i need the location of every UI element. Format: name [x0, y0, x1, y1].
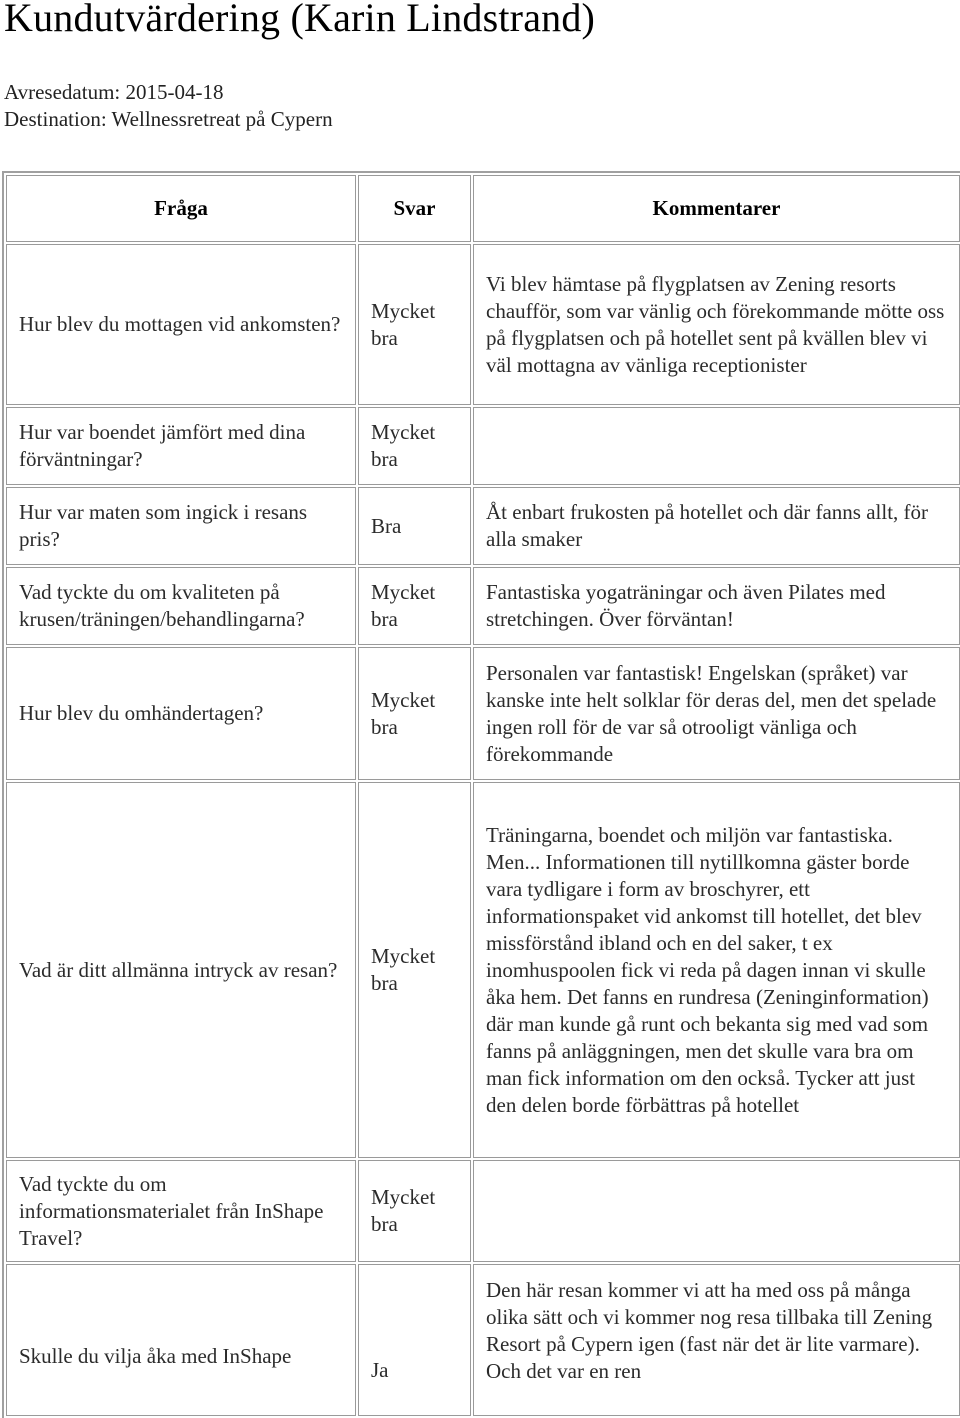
question-cell: Vad tyckte du om informationsmaterialet från InShape Travel? — [6, 1160, 356, 1262]
question-cell: Hur blev du mottagen vid ankomsten? — [6, 244, 356, 405]
table-header-row — [6, 175, 960, 242]
question-cell: Hur blev du omhändertagen? — [6, 647, 356, 780]
table-row — [6, 647, 960, 780]
comment-cell — [473, 407, 960, 485]
question-cell-wrapper — [6, 1264, 356, 1416]
answer-cell: Mycket bra — [358, 647, 471, 780]
table-row — [6, 487, 960, 565]
header-comments: Kommentarer — [473, 175, 960, 242]
table-row — [6, 1264, 960, 1416]
table-row — [6, 782, 960, 1158]
comment-cell — [473, 1160, 960, 1262]
comment-cell: Personalen var fantastisk! Engelskan (språket) var kanske inte helt solklar för deras del, men det spelade ingen roll för de var så otrooligt vänliga och förekommande — [473, 647, 960, 780]
comment-cell: Fantastiska yogaträningar och även Pilates med stretchingen. Över förväntan! — [473, 567, 960, 645]
answer-cell: Ja — [371, 1358, 389, 1382]
answer-cell-wrapper — [358, 1264, 471, 1416]
table-row — [6, 244, 960, 405]
departure-date: Avresedatum: 2015-04-18 — [4, 80, 224, 104]
comment-cell-wrapper — [473, 1264, 960, 1416]
comment-cell: Åt enbart frukosten på hotellet och där fanns allt, för alla smaker — [473, 487, 960, 565]
comment-cell: Vi blev hämtase på flygplatsen av Zening resorts chaufför, som var vänlig och förekommande mötte oss på flygplatsen och på hotellet sent på kvällen blev vi väl mottagna av vänliga receptionister — [473, 244, 960, 405]
question-cell: Vad tyckte du om kvaliteten på krusen/träningen/behandlingarna? — [6, 567, 356, 645]
table-row — [6, 407, 960, 485]
question-cell: Hur var boendet jämfört med dina förväntningar? — [6, 407, 356, 485]
comment-cell: Den här resan kommer vi att ha med oss på många olika sätt och vi kommer nog resa tillbaka till Zening Resort på Cypern igen (fast när det är lite varmare). Och det var en ren — [486, 1278, 933, 1383]
comment-cell: Träningarna, boendet och miljön var fantastiska. Men... Informationen till nytillkomna gäster borde vara tydligare i form av broschyrer, ett informationspaket vid ankomst till hotellet, det blev missförstånd ibland och en del saker, t ex inomhuspoolen fick vi reda på dagen innan vi skulle åka hem. Det fanns en rundresa (Zeninginformation) där man kunde gå runt och bekanta sig med vad som fanns på anläggningen, men det skulle vara bra om man fick information om den också. Tycker att just den delen borde förbättras på hotellet — [473, 782, 960, 1158]
answer-cell: Mycket bra — [358, 782, 471, 1158]
question-cell: Hur var maten som ingick i resans pris? — [6, 487, 356, 565]
question-cell: Vad är ditt allmänna intryck av resan? — [6, 782, 356, 1158]
destination: Destination: Wellnessretreat på Cypern — [4, 107, 333, 131]
table-row — [6, 1160, 960, 1262]
question-cell: Skulle du vilja åka med InShape — [19, 1344, 292, 1368]
answer-cell: Mycket bra — [358, 567, 471, 645]
answer-cell: Mycket bra — [358, 1160, 471, 1262]
evaluation-table — [2, 171, 960, 1418]
header-answer: Svar — [358, 175, 471, 242]
table-row — [6, 567, 960, 645]
answer-cell: Bra — [358, 487, 471, 565]
page-title: Kundutvärdering (Karin Lindstrand) — [4, 0, 596, 40]
answer-cell: Mycket bra — [358, 407, 471, 485]
answer-cell: Mycket bra — [358, 244, 471, 405]
header-question: Fråga — [6, 175, 356, 242]
